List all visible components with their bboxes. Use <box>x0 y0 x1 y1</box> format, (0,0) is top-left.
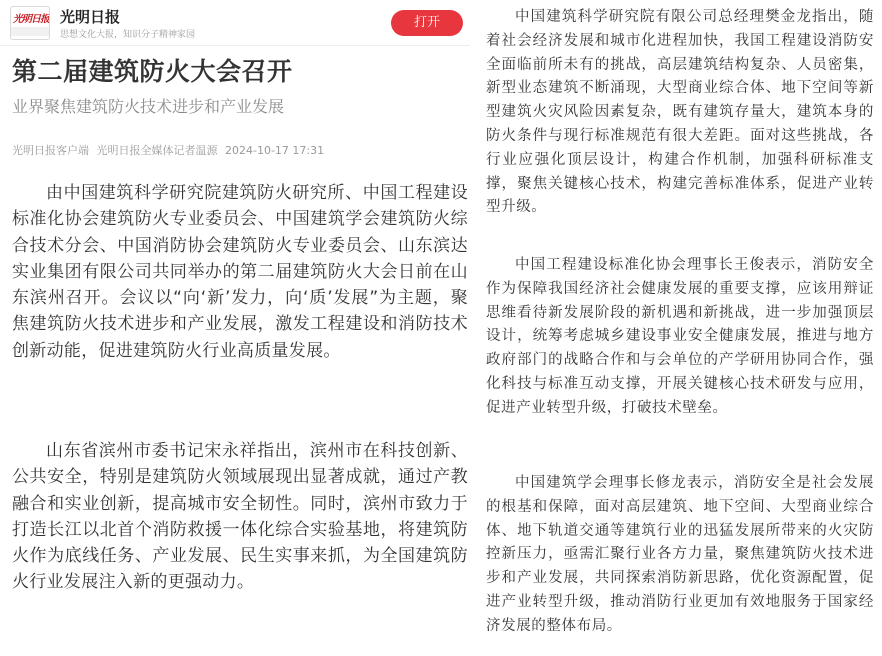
article-title: 第二届建筑防火大会召开 <box>12 57 293 86</box>
meta-datetime: 2024-10-17 17:31 <box>225 144 325 157</box>
article-paragraph: 中国建筑学会理事长修龙表示，消防安全是社会发展的根基和保障，面对高层建筑、地下空间、大型商业综合体、地下轨道交通等建筑行业的迅猛发展所带来的火灾防控新压力，亟需汇聚行业各方力量，聚焦建筑防火技术进步和产业发展，共同探索消防新思路，优化资源配置，促进产业转型升级，推动消防行业更加有效地服务于国家经济发展的整体布局。 <box>486 475 874 634</box>
article-paragraph: 中国工程建设标准化协会理事长王俊表示，消防安全作为保障我国经济社会健康发展的重要支撑，应该用辩证思维看待新发展阶段的新机遇和新挑战，进一步加强顶层设计，统筹考虑城乡建设事业安全健康发展，推进与地方政府部门的战略合作和与会单位的产学研用协同合作，强化科技与标准互动支撑，开展关键核心技术研发与应用，促进产业转型升级，打破技术壁垒。 <box>486 257 874 416</box>
logo-band <box>11 27 49 36</box>
brand-name: 光明日报 <box>60 8 121 26</box>
meta-author: 光明日报全媒体记者温源 <box>96 144 218 157</box>
article-paragraph: 由中国建筑科学研究院建筑防火研究所、中国工程建设标准化协会建筑防火专业委员会、中国建筑学会建筑防火综合技术分会、中国消防协会建筑防火专业委员会、山东滨达实业集团有限公司共同举办的第二届建筑防火大会日前在山东滨州召开。会议以“向‘新’发力，向‘质’发展”为主题，聚焦建筑防火技术进步和产业发展，激发工程建设和消防技术创新动能，促进建筑防火行业高质量发展。 <box>12 183 468 361</box>
article-paragraph: 山东省滨州市委书记宋永祥指出，滨州市在科技创新、公共安全，特别是建筑防火领域展现出显著成就，通过产教融合和实业创新，提高城市安全韧性。同时，滨州市致力于打造长江以北首个消防救援一体化综合实验基地，将建筑防火作为底线任务、产业发展、民生实事来抓，为全国建筑防火行业发展注入新的更强动力。 <box>12 441 468 593</box>
brand-slogan: 思想文化大报，知识分子精神家园 <box>60 30 196 40</box>
newspaper-logo[interactable] <box>10 6 50 40</box>
article-meta <box>12 142 324 158</box>
app-header-bar <box>0 0 470 46</box>
article-subtitle: 业界聚焦建筑防火技术进步和产业发展 <box>12 97 285 116</box>
open-app-button[interactable]: 打开 <box>391 10 463 36</box>
logo-seal-text: 光明日报 <box>13 14 49 25</box>
meta-source: 光明日报客户端 <box>12 144 89 157</box>
article-paragraph: 中国建筑科学研究院有限公司总经理樊金龙指出，随着社会经济发展和城市化进程加快，我国工程建设消防安全面临前所未有的挑战，高层建筑结构复杂、人员密集，新型业态建筑不断涌现，大型商业综合体、地下空间等新型建筑火灾风险因素复杂，既有建筑存量大，建筑本身的防火条件与现行标准规范有很大差距。面对这些挑战，各行业应强化顶层设计，构建合作机制，加强科研标准支撑，聚焦关键核心技术，构建完善标准体系，促进产业转型升级。 <box>486 9 874 216</box>
